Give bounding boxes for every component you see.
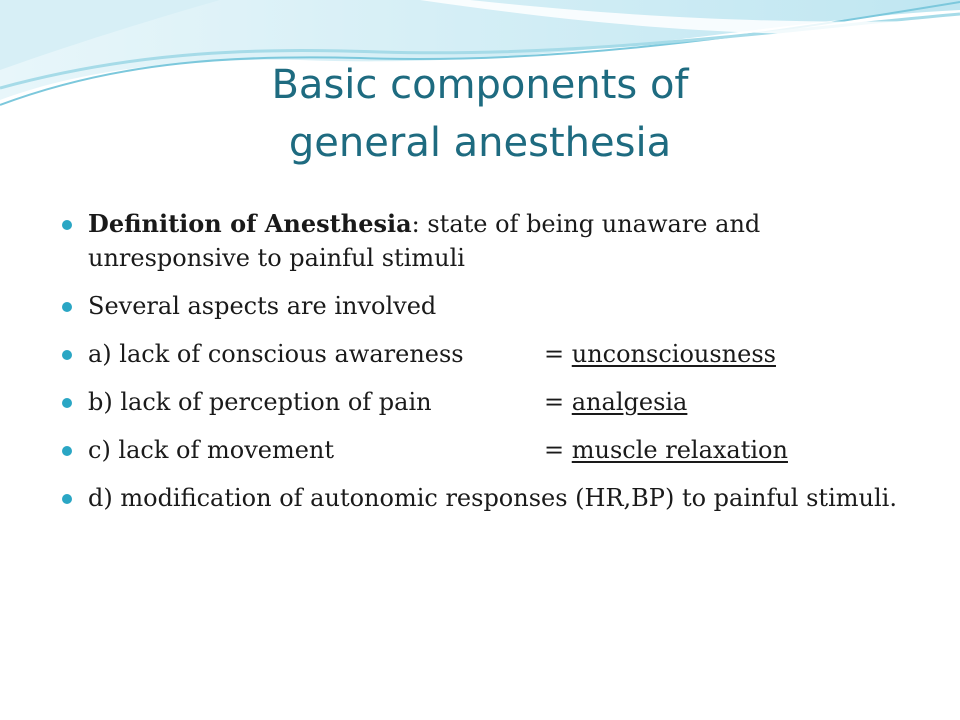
bullet-dot-icon	[62, 494, 72, 504]
bullet-aspects	[62, 289, 922, 323]
title-line-2: general anesthesia	[288, 120, 672, 166]
bullet-d	[62, 481, 922, 515]
bullet-dot-icon	[62, 220, 72, 230]
aspect-a-lead: a) lack of conscious awareness	[88, 340, 464, 368]
bullet-a	[62, 337, 922, 371]
definition-term: Definition of Anesthesia	[88, 209, 412, 238]
bullet-dot-icon	[62, 350, 72, 360]
aspects-text: Several aspects are involved	[88, 292, 437, 320]
bullet-dot-icon	[62, 446, 72, 456]
aspect-b-term: analgesia	[571, 388, 688, 416]
bullet-list	[62, 207, 922, 529]
bullet-definition	[62, 207, 922, 275]
aspect-a-eq: =	[544, 340, 572, 368]
slide-title	[0, 56, 960, 172]
aspect-b-lead: b) lack of perception of pain	[88, 388, 432, 416]
bullet-dot-icon	[62, 398, 72, 408]
aspect-b-eq: =	[544, 388, 572, 416]
title-line-1: Basic components of	[271, 62, 689, 108]
bullet-c	[62, 433, 922, 467]
aspect-d-text: d) modification of autonomic responses (HR,BP) to painful stimuli.	[88, 484, 897, 512]
aspect-a-term: unconsciousness	[571, 340, 776, 368]
bullet-b	[62, 385, 922, 419]
aspect-c-eq: =	[544, 436, 572, 464]
aspect-c-term: muscle relaxation	[571, 436, 788, 464]
bullet-dot-icon	[62, 302, 72, 312]
aspect-c-lead: c) lack of movement	[88, 436, 335, 464]
definition-text: : state of being unaware and unresponsive to painful stimuli	[88, 210, 761, 272]
